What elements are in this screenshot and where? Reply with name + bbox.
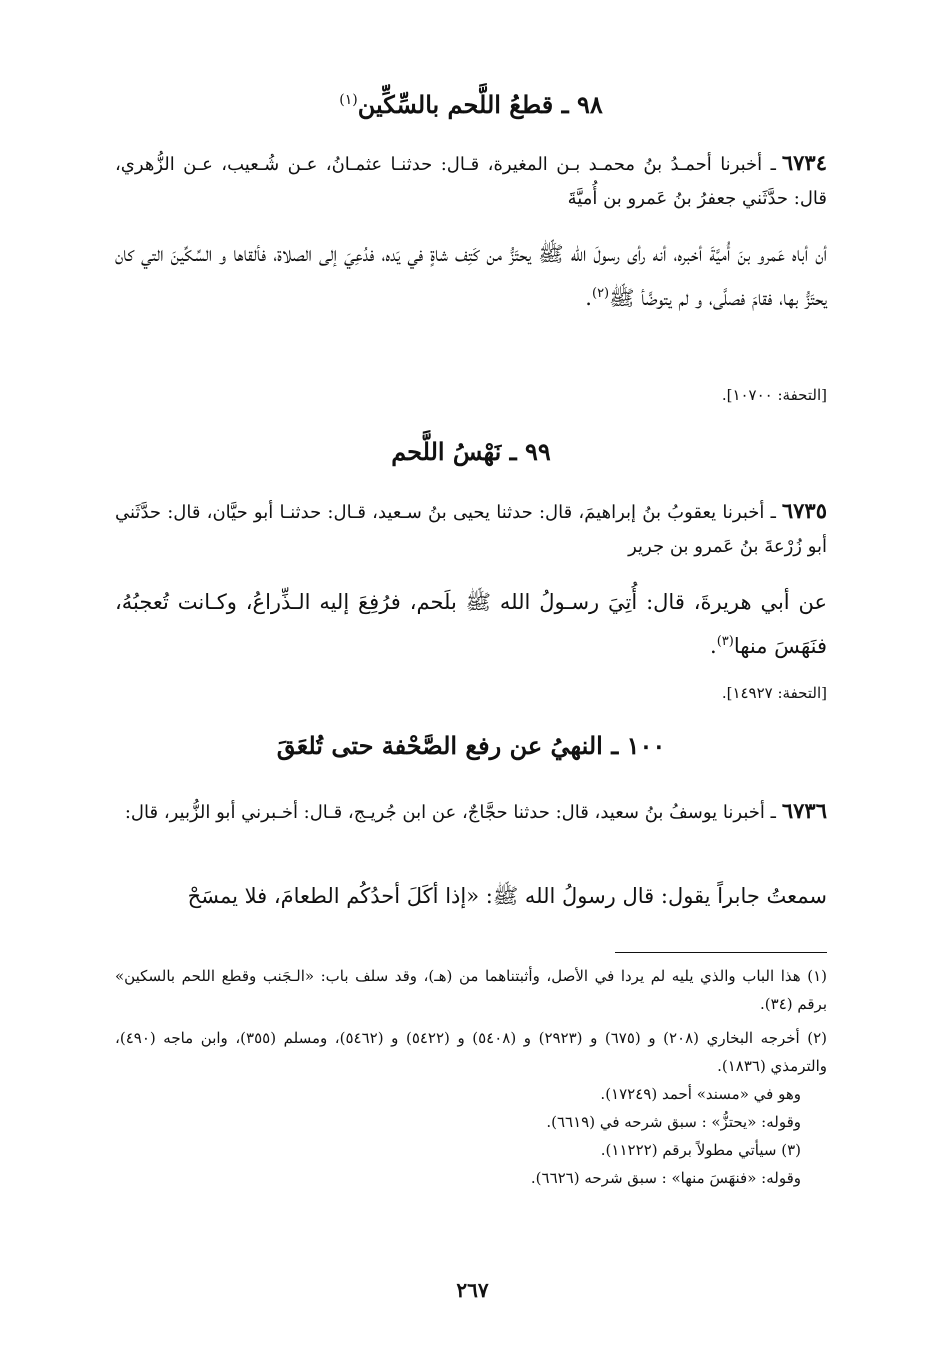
footnote: وهو في «مسند» أحمد (١٧٢٤٩). [600, 1085, 801, 1103]
hadith-isnad [115, 494, 827, 564]
chapter-title-text: ٩٩ ـ نَهْسُ اللَّحم [391, 437, 551, 466]
footnote-ref: (١) [339, 92, 358, 108]
matn-text: عن أبي هريرةَ، قال: أُتِيَ رسـولُ الله ﷺ بلَحم، فرُفِعَ إليه الـذِّراعُ، وكـانت تُعجبُهُ، فنَهَسَ منها [115, 590, 827, 658]
hadith-isnad [115, 794, 827, 830]
isnad-text: ـ أخبرنا أحمـدُ بنُ محمـد بـن المغيرة، قـال: حدثنـا عثمـانُ، عـن شُـعيب، عـن الزُّهري، قال: حدَّثَني جعفرُ بنُ عَمرو بن أُميَّةَ [115, 154, 827, 209]
footnote: (٣) سيأتي مطولاً برقم (١١٢٢٢). [600, 1141, 801, 1159]
chapter-title-text: ٩٨ ـ قطعُ اللَّحم بالسِّكِّين [357, 90, 603, 119]
hadith-number: ٦٧٣٦ [781, 798, 827, 823]
chapter-title [115, 84, 827, 121]
chapter-title-text: ١٠٠ ـ النهيُ عن رفع الصَّحْفة حتى تُلعَقَ [276, 731, 666, 760]
footnote-ref: (٢) [591, 286, 610, 301]
footnote-ref: (٣) [716, 634, 734, 649]
chapter-title [115, 436, 827, 468]
isnad-text: ـ أخبرنا يعقوبُ بنُ إبراهيمَ، قال: حدثنا يحيى بنُ سـعيد، قـال: حدثنـا أبو حيَّان، قال: حدَّثَني أبو زُرْعةَ بنُ عَمرو بن جرير [115, 502, 827, 557]
footnote: (١) هذا الباب والذي يليه لم يردا في الأصل، وأثبتناهما من (هـ)، وقد سلف باب: «الـجَنب وقطع اللحم بالسكين» برقم (٣٤). [115, 967, 827, 1013]
footnotes [115, 962, 827, 1192]
hadith-number: ٦٧٣٤ [781, 150, 827, 175]
matn-text: أن أباه عَمرو بنَ أُميَّةَ أخبره، أنه رأى رسولَ الله ﷺ يحتَزُّ من كَتِف شاةٍ في يَده، فدُعِيَ إلى الصلاة، فألقاها و السِّكِّينَ التي كان يحتَزُّ بها، فقامَ فصلَّى، و لم يتوضَّأ ﷺ [115, 242, 827, 310]
hadith-matn: عن أبي هريرةَ، قال: أُتِيَ رسـولُ الله ﷺ بلَحم، فرُفِعَ إليه الـذِّراعُ، وكـانت تُعجبُهُ، فنَهَسَ منها$^{(٣)}$. [115, 590, 827, 658]
isnad-text: ـ أخبرنا يوسفُ بنُ سعيد، قال: حدثنا حجَّاجٌ، عن ابن جُريـج، قـال: أخـبرني أبو الزُّبير، قال: [124, 802, 776, 823]
page-number: ٢٦٧ [456, 1278, 489, 1302]
hadith-matn: أن أباه عَمرو بنَ أُميَّةَ أخبره، أنه رأى رسولَ الله ﷺ يحتَزُّ من كَتِف شاةٍ في يَده، فدُعِيَ إلى الصلاة، فألقاها و السِّكِّينَ التي كان يحتَزُّ بها، فقامَ فصلَّى، و لم يتوضَّأ ﷺ$^{(٢)}$. [115, 242, 827, 310]
hadith-number: ٦٧٣٥ [781, 498, 827, 523]
footnote-separator [615, 952, 827, 953]
tuhfa-reference: [التحفة: ١٠٧٠٠]. [721, 386, 827, 404]
hadith-matn [115, 876, 827, 916]
hadith-isnad [115, 146, 827, 216]
footnote: وقوله: «يحتزُّ» : سبق شرحه في (٦٦١٩). [546, 1113, 801, 1131]
tuhfa-reference: [التحفة: ١٤٩٢٧]. [721, 684, 827, 702]
footnote: (٢) أخرجه البخاري (٢٠٨) و (٦٧٥) و (٢٩٢٣) و (٥٤٠٨) و (٥٤٢٢) و (٥٤٦٢)، ومسلم (٣٥٥)، وابن ماجه (٤٩٠)، والترمذي (١٨٣٦). [115, 1029, 828, 1075]
footnote: وقوله: «فنهَسَ منها» : سبق شرحه (٦٦٢٦). [530, 1169, 801, 1187]
matn-text: سمعتُ جابراً يقول: قال رسولُ الله ﷺ: «إذا أكَلَ أحدُكُم الطعامَ، فلا يمسَحْ [187, 884, 827, 908]
chapter-title [115, 730, 827, 762]
